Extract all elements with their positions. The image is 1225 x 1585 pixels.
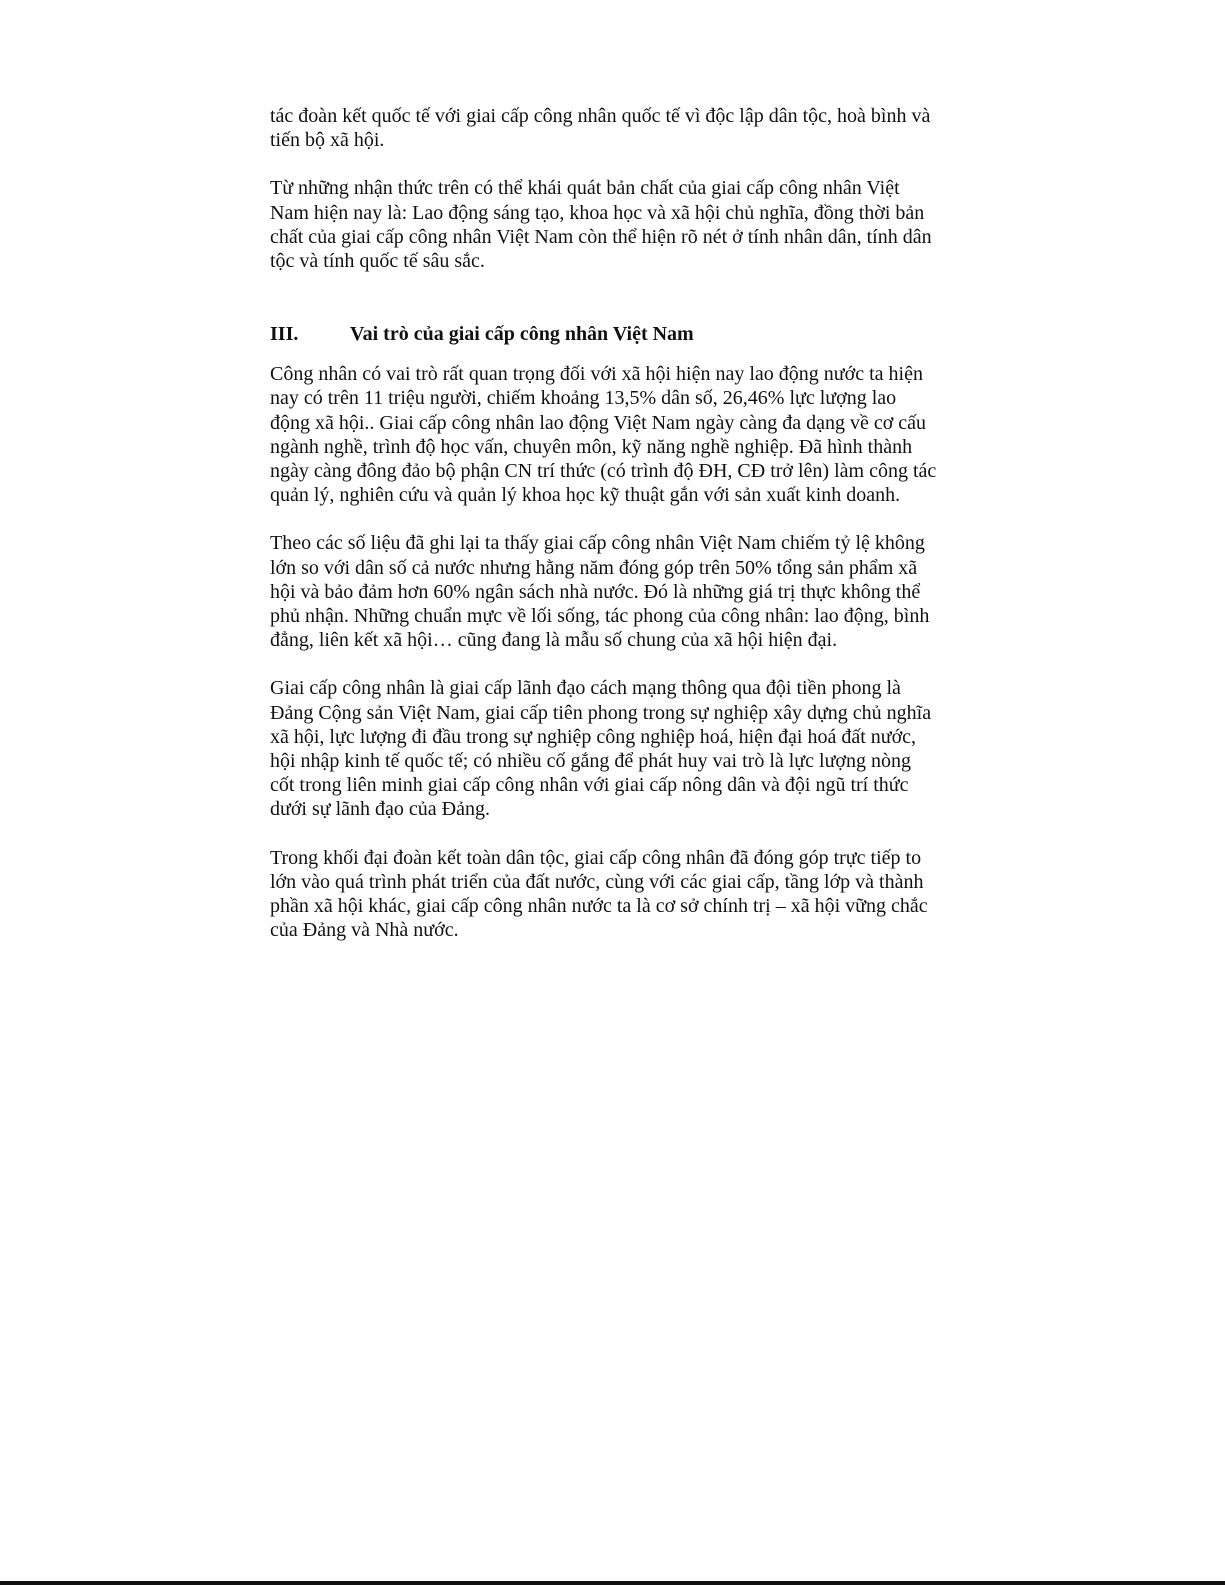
text-line: động xã hội.. Giai cấp công nhân lao động Việt Nam ngày càng đa dạng về cơ cấu xyxy=(270,411,927,434)
paragraph xyxy=(270,362,970,507)
text-line: lớn so với dân số cả nước nhưng hằng năm đóng góp trên 50% tổng sản phẩm xã xyxy=(270,556,918,579)
section-number: III. xyxy=(270,323,299,346)
paragraph xyxy=(270,676,970,821)
text-line: Từ những nhận thức trên có thể khái quát bản chất của giai cấp công nhân Việt xyxy=(270,177,900,200)
text-line: nay có trên 11 triệu người, chiếm khoảng 13,5% dân số, 26,46% lực lượng lao xyxy=(270,387,897,410)
paragraph xyxy=(270,176,970,273)
paragraph xyxy=(270,104,970,152)
text-line: tác đoàn kết quốc tế với giai cấp công nhân quốc tế vì độc lập dân tộc, hoà bình và xyxy=(270,105,931,127)
text-line: Theo các số liệu đã ghi lại ta thấy giai cấp công nhân Việt Nam chiếm tỷ lệ không xyxy=(270,532,925,555)
text-line: Đảng Cộng sản Việt Nam, giai cấp tiên phong trong sự nghiệp xây dựng chủ nghĩa xyxy=(270,701,932,724)
section-heading xyxy=(270,297,970,346)
text-line: của Đảng và Nhà nước. xyxy=(270,919,459,942)
text-line: dưới sự lãnh đạo của Đảng. xyxy=(270,798,490,821)
text-line: phủ nhận. Những chuẩn mực về lối sống, tác phong của công nhân: lao động, bình xyxy=(270,605,930,628)
text-line: cốt trong liên minh giai cấp công nhân với giai cấp nông dân và đội ngũ trí thức xyxy=(270,774,909,797)
text-line: Công nhân có vai trò rất quan trọng đối với xã hội hiện nay lao động nước ta hiện xyxy=(270,363,923,386)
text-line: Giai cấp công nhân là giai cấp lãnh đạo cách mạng thông qua đội tiền phong là xyxy=(270,677,901,700)
text-line: Trong khối đại đoàn kết toàn dân tộc, giai cấp công nhân đã đóng góp trực tiếp to xyxy=(270,846,922,869)
text-line: ngày càng đông đảo bộ phận CN trí thức (có trình độ ĐH, CĐ trở lên) làm công tác xyxy=(270,460,937,483)
text-line: xã hội, lực lượng đi đầu trong sự nghiệp công nghiệp hoá, hiện đại hoá đất nước, xyxy=(270,725,917,748)
text-line: phần xã hội khác, giai cấp công nhân nước ta là cơ sở chính trị – xã hội vững chắc xyxy=(270,895,928,918)
text-line: đẳng, liên kết xã hội… cũng đang là mẫu số chung của xã hội hiện đại. xyxy=(270,629,838,652)
text-line: chất của giai cấp công nhân Việt Nam còn thể hiện rõ nét ở tính nhân dân, tính dân xyxy=(270,225,932,248)
text-line: hội nhập kinh tế quốc tế; có nhiều cố gắng để phát huy vai trò là lực lượng nòng xyxy=(270,750,911,773)
text-line: Nam hiện nay là: Lao động sáng tạo, khoa học và xã hội chủ nghĩa, đồng thời bản xyxy=(270,201,925,224)
text-line: tộc và tính quốc tế sâu sắc. xyxy=(270,250,485,273)
paragraph xyxy=(270,531,970,652)
paragraph xyxy=(270,846,970,943)
text-line: tiến bộ xã hội. xyxy=(270,129,385,152)
page-bottom-border xyxy=(0,1581,1225,1585)
document-body xyxy=(270,104,970,966)
text-line: lớn vào quá trình phát triển của đất nước, cùng với các giai cấp, tầng lớp và thành xyxy=(270,870,924,893)
text-line: hội và bảo đảm hơn 60% ngân sách nhà nước. Đó là những giá trị thực không thể xyxy=(270,580,921,603)
section-title: Vai trò của giai cấp công nhân Việt Nam xyxy=(350,323,694,346)
text-line: ngành nghề, trình độ học vấn, chuyên môn, kỹ năng nghề nghiệp. Đã hình thành xyxy=(270,435,913,458)
text-line: quản lý, nghiên cứu và quản lý khoa học kỹ thuật gắn với sản xuất kinh doanh. xyxy=(270,484,901,507)
